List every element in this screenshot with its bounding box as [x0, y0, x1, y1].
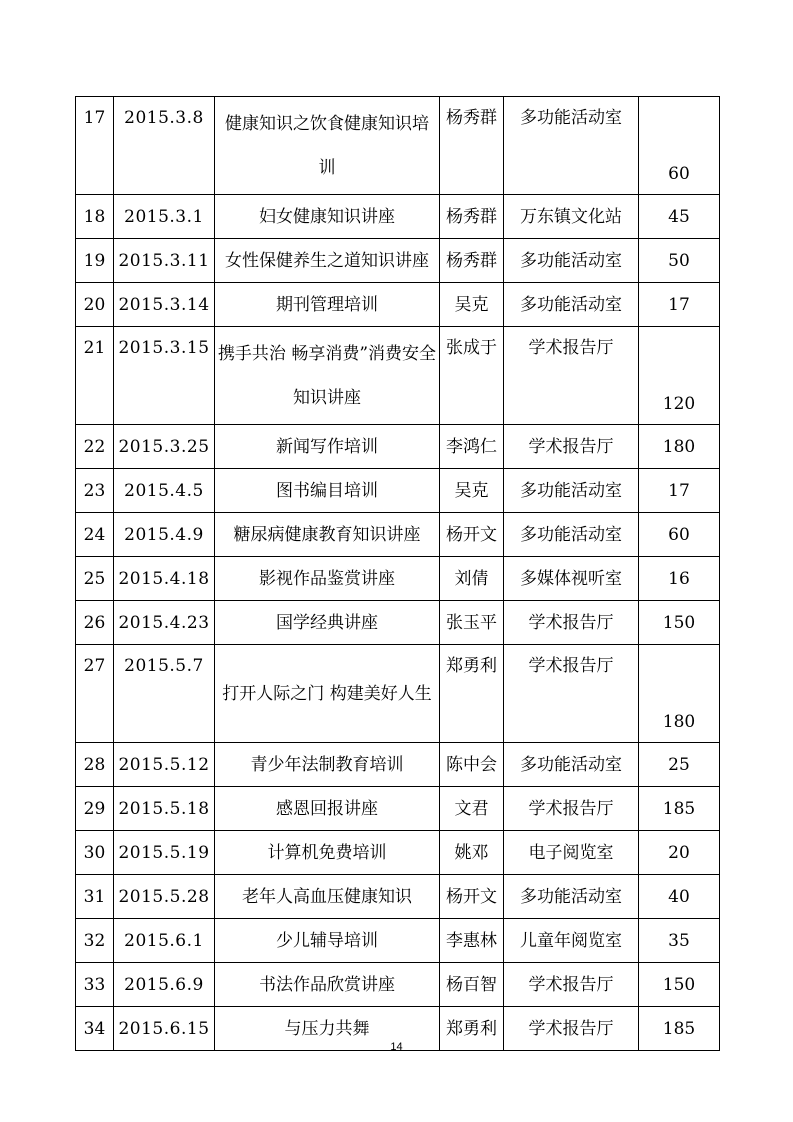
row-speaker: 李惠林	[440, 919, 504, 963]
row-speaker: 杨开文	[440, 513, 504, 557]
row-date: 2015.6.9	[114, 963, 215, 1007]
row-count: 120	[639, 327, 720, 425]
row-count: 50	[639, 239, 720, 283]
row-topic: 携手共治 畅享消费”消费安全知识讲座	[215, 327, 440, 425]
row-number: 21	[76, 327, 114, 425]
table-row	[76, 645, 720, 743]
table-row	[76, 875, 720, 919]
row-count: 35	[639, 919, 720, 963]
row-date: 2015.6.15	[114, 1007, 215, 1051]
row-number: 20	[76, 283, 114, 327]
row-date: 2015.5.7	[114, 645, 215, 743]
row-date: 2015.4.9	[114, 513, 215, 557]
row-number: 22	[76, 425, 114, 469]
row-speaker: 文君	[440, 787, 504, 831]
row-topic: 青少年法制教育培训	[215, 743, 440, 787]
row-venue: 多功能活动室	[504, 97, 639, 195]
row-number: 25	[76, 557, 114, 601]
row-topic: 老年人高血压健康知识	[215, 875, 440, 919]
row-topic: 糖尿病健康教育知识讲座	[215, 513, 440, 557]
row-number: 24	[76, 513, 114, 557]
row-venue: 学术报告厅	[504, 1007, 639, 1051]
table-row	[76, 963, 720, 1007]
row-count: 185	[639, 1007, 720, 1051]
row-count: 150	[639, 963, 720, 1007]
row-speaker: 刘倩	[440, 557, 504, 601]
row-venue: 学术报告厅	[504, 645, 639, 743]
lecture-table	[75, 96, 720, 1051]
row-topic: 少儿辅导培训	[215, 919, 440, 963]
row-date: 2015.5.18	[114, 787, 215, 831]
row-speaker: 杨秀群	[440, 239, 504, 283]
row-date: 2015.4.5	[114, 469, 215, 513]
row-venue: 学术报告厅	[504, 963, 639, 1007]
page-number: 14	[390, 1041, 403, 1053]
row-count: 185	[639, 787, 720, 831]
row-number: 33	[76, 963, 114, 1007]
table-row	[76, 787, 720, 831]
row-topic: 打开人际之门 构建美好人生	[215, 645, 440, 743]
row-date: 2015.5.19	[114, 831, 215, 875]
row-count: 17	[639, 283, 720, 327]
row-date: 2015.3.11	[114, 239, 215, 283]
row-topic: 妇女健康知识讲座	[215, 195, 440, 239]
row-number: 26	[76, 601, 114, 645]
row-number: 27	[76, 645, 114, 743]
table-row	[76, 743, 720, 787]
row-count: 17	[639, 469, 720, 513]
row-speaker: 杨秀群	[440, 97, 504, 195]
row-venue: 多功能活动室	[504, 743, 639, 787]
row-speaker: 杨百智	[440, 963, 504, 1007]
row-topic: 影视作品鉴赏讲座	[215, 557, 440, 601]
row-venue: 多功能活动室	[504, 469, 639, 513]
row-number: 19	[76, 239, 114, 283]
row-venue: 多功能活动室	[504, 513, 639, 557]
row-count: 20	[639, 831, 720, 875]
row-date: 2015.5.12	[114, 743, 215, 787]
row-speaker: 陈中会	[440, 743, 504, 787]
table-row	[76, 557, 720, 601]
row-count: 180	[639, 425, 720, 469]
table-row	[76, 919, 720, 963]
row-speaker: 吴克	[440, 283, 504, 327]
row-topic: 图书编目培训	[215, 469, 440, 513]
row-venue: 学术报告厅	[504, 787, 639, 831]
table-row	[76, 239, 720, 283]
row-count: 180	[639, 645, 720, 743]
row-number: 29	[76, 787, 114, 831]
row-speaker: 张成于	[440, 327, 504, 425]
row-count: 25	[639, 743, 720, 787]
row-speaker: 郑勇利	[440, 645, 504, 743]
row-date: 2015.3.8	[114, 97, 215, 195]
row-venue: 多媒体视听室	[504, 557, 639, 601]
row-count: 150	[639, 601, 720, 645]
row-count: 40	[639, 875, 720, 919]
row-speaker: 杨开文	[440, 875, 504, 919]
row-number: 28	[76, 743, 114, 787]
row-topic: 女性保健养生之道知识讲座	[215, 239, 440, 283]
row-count: 60	[639, 97, 720, 195]
row-topic: 健康知识之饮食健康知识培训	[215, 97, 440, 195]
table-row	[76, 97, 720, 195]
row-venue: 多功能活动室	[504, 875, 639, 919]
table-row	[76, 831, 720, 875]
row-count: 45	[639, 195, 720, 239]
row-venue: 多功能活动室	[504, 283, 639, 327]
row-number: 17	[76, 97, 114, 195]
row-topic: 国学经典讲座	[215, 601, 440, 645]
table-row	[76, 469, 720, 513]
row-speaker: 吴克	[440, 469, 504, 513]
row-speaker: 姚邓	[440, 831, 504, 875]
row-date: 2015.4.18	[114, 557, 215, 601]
row-venue: 学术报告厅	[504, 601, 639, 645]
row-topic: 期刊管理培训	[215, 283, 440, 327]
row-number: 23	[76, 469, 114, 513]
row-date: 2015.5.28	[114, 875, 215, 919]
row-number: 34	[76, 1007, 114, 1051]
row-venue: 学术报告厅	[504, 425, 639, 469]
row-venue: 学术报告厅	[504, 327, 639, 425]
row-topic: 计算机免费培训	[215, 831, 440, 875]
row-topic: 与压力共舞	[215, 1007, 440, 1051]
row-date: 2015.3.15	[114, 327, 215, 425]
row-topic: 书法作品欣赏讲座	[215, 963, 440, 1007]
table-row	[76, 425, 720, 469]
row-venue: 万东镇文化站	[504, 195, 639, 239]
row-venue: 多功能活动室	[504, 239, 639, 283]
row-count: 60	[639, 513, 720, 557]
row-count: 16	[639, 557, 720, 601]
row-speaker: 杨秀群	[440, 195, 504, 239]
row-topic: 感恩回报讲座	[215, 787, 440, 831]
row-date: 2015.3.14	[114, 283, 215, 327]
row-number: 32	[76, 919, 114, 963]
table-row	[76, 513, 720, 557]
row-date: 2015.4.23	[114, 601, 215, 645]
table-row	[76, 283, 720, 327]
table-row	[76, 195, 720, 239]
row-date: 2015.3.25	[114, 425, 215, 469]
row-number: 30	[76, 831, 114, 875]
row-number: 31	[76, 875, 114, 919]
row-venue: 电子阅览室	[504, 831, 639, 875]
row-topic: 新闻写作培训	[215, 425, 440, 469]
row-number: 18	[76, 195, 114, 239]
row-date: 2015.3.1	[114, 195, 215, 239]
row-speaker: 李鸿仁	[440, 425, 504, 469]
table-row	[76, 601, 720, 645]
row-speaker: 郑勇利	[440, 1007, 504, 1051]
row-speaker: 张玉平	[440, 601, 504, 645]
row-date: 2015.6.1	[114, 919, 215, 963]
table-row	[76, 327, 720, 425]
row-venue: 儿童年阅览室	[504, 919, 639, 963]
